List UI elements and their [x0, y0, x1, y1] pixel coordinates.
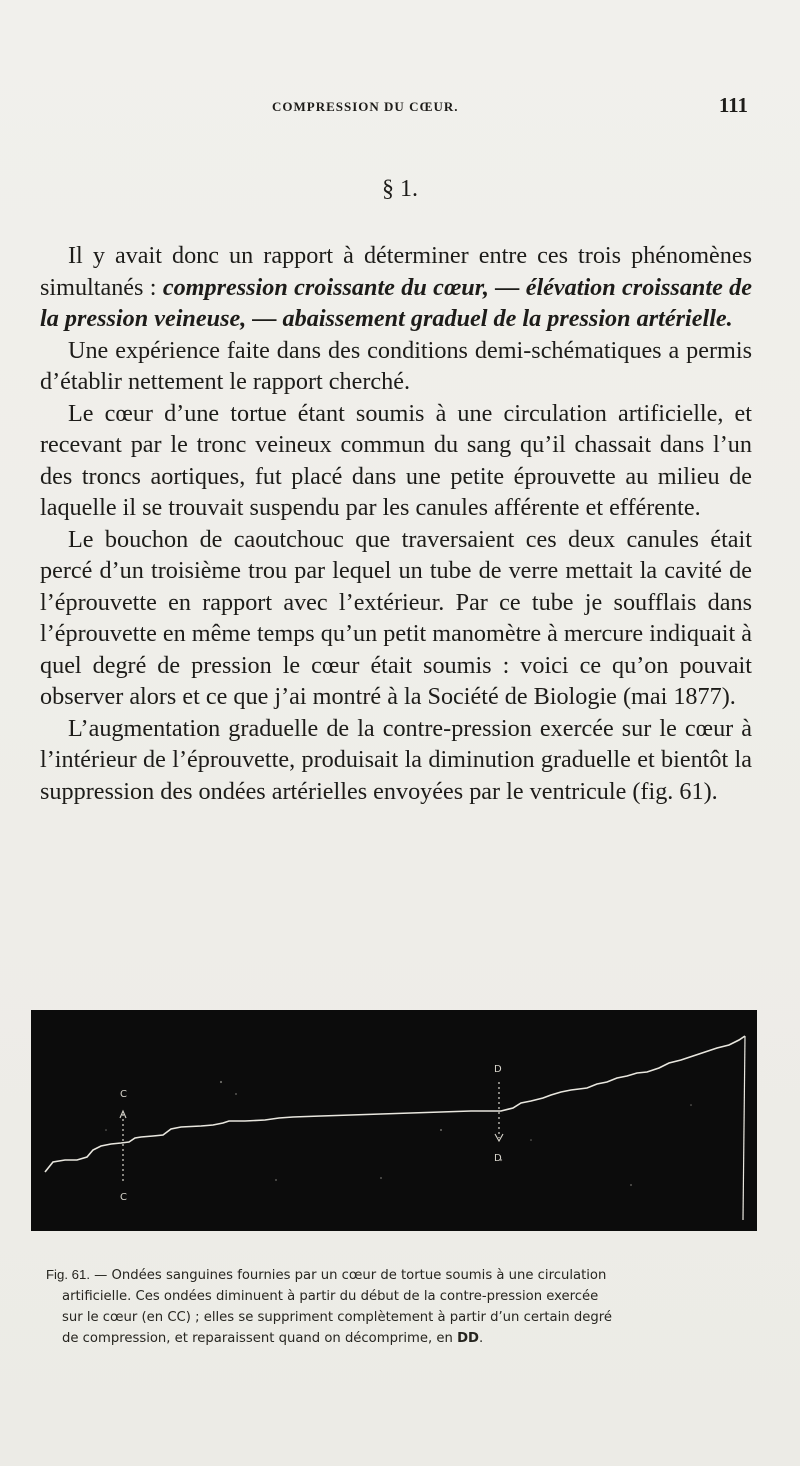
caption-text: — Ondées sanguines fournies par un cœur de tortue soumis à une circulation — [89, 1268, 607, 1283]
figure-61-trace — [31, 1010, 757, 1231]
caption-text: de compression, et reparaissent quand on décomprime, en — [62, 1331, 458, 1346]
cc-label-top: C — [120, 1089, 127, 1100]
section-heading: § 1. — [382, 176, 418, 202]
caption-line — [46, 1328, 752, 1349]
paragraph — [40, 240, 752, 335]
page-number: 111 — [718, 93, 748, 117]
dd-label-top: D — [494, 1064, 502, 1075]
body-text — [40, 240, 752, 807]
caption-bold: DD — [457, 1331, 479, 1346]
figure-background — [31, 1010, 757, 1231]
paragraph-text: Il y avait donc un rapport à déterminer entre ces trois phénomènes simultanés : — [40, 242, 752, 301]
running-head — [40, 93, 752, 117]
paragraph: Une expérience faite dans des conditions demi-schématiques a permis d’établir nettement le rapport cherché. — [40, 336, 752, 395]
running-title: COMPRESSION DU CŒUR. — [272, 99, 459, 114]
emphasized-text: compression croissante du cœur, — élévation croissante de la pression veineuse, — abaissement graduel de la pression artérielle. — [40, 273, 752, 332]
caption-text: . — [478, 1331, 484, 1346]
pressure-trace-svg — [31, 1010, 757, 1231]
figure-caption — [46, 1264, 752, 1349]
paragraph: L’augmentation graduelle de la contre-pression exercée sur le cœur à l’intérieur de l’éprouvette, produisait la diminution graduelle et bientôt la suppression des ondées artérielles envoyées par le ventricule (fig. 61). — [40, 714, 752, 805]
cc-label-bottom: C — [120, 1192, 127, 1203]
paragraph: Le cœur d’une tortue étant soumis à une circulation artificielle, et recevant par le tronc veineux commun du sang qu’il chassait dans l’un des troncs aortiques, fut placé dans une petite éprouvette au milieu de laquelle il se trouvait suspendu par les canules afférente et efférente. — [40, 399, 752, 521]
paragraph: Le bouchon de caoutchouc que traversaient ces deux canules était percé d’un troisième trou par lequel un tube de verre mettait la cavité de l’éprouvette en rapport avec l’extérieur. Par ce tube je soufflais dans l’éprouvette en même temps qu’un petit manomètre à mercure indiquait à quel degré de pression le cœur était soumis : voici ce qu’on pouvait observer alors et ce que j’ai montré à la Société de Biologie (mai 1877). — [40, 525, 752, 710]
caption-line: artificielle. Ces ondées diminuent à partir du début de la contre-pression exercée — [62, 1289, 599, 1304]
caption-line: sur le cœur (en CC) ; elles se suppriment complètement à partir d’un certain degré — [62, 1310, 612, 1325]
dd-label-bottom: D — [494, 1153, 502, 1164]
figure-label: Fig. 61. — [46, 1267, 90, 1282]
caption-line — [46, 1268, 606, 1283]
